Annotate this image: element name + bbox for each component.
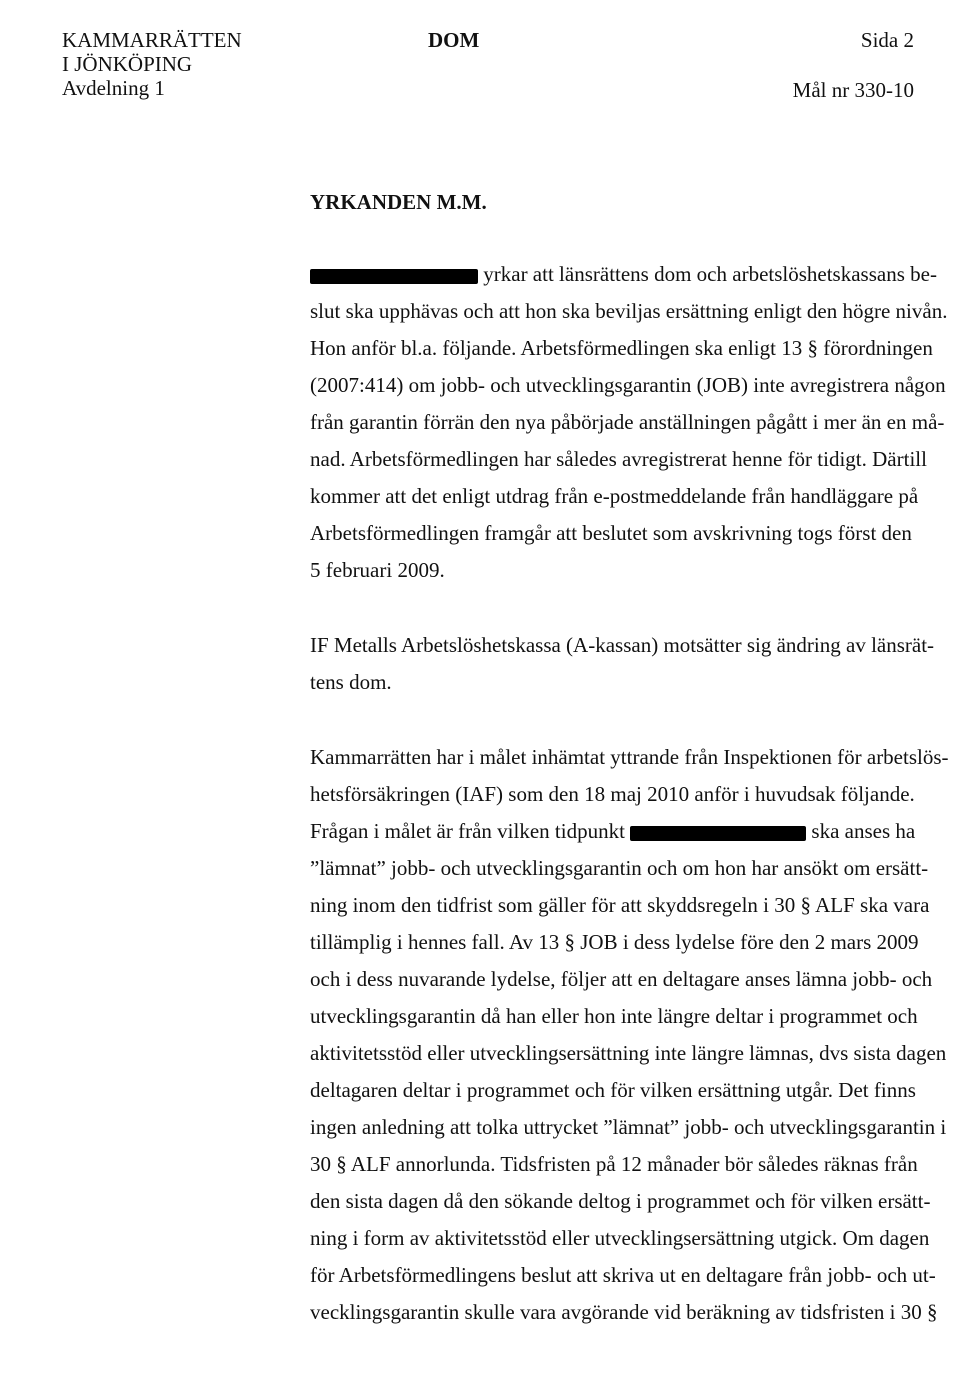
court-name-block bbox=[62, 28, 242, 100]
redaction-bar bbox=[310, 269, 478, 284]
court-name: KAMMARRÄTTEN bbox=[62, 28, 242, 52]
paragraph-line: (2007:414) om jobb- och utvecklingsgarantin (JOB) inte avregistrera någon bbox=[310, 373, 946, 397]
paragraph-line: Frågan i målet är från vilken tidpunkt ska anses ha bbox=[310, 819, 916, 843]
paragraph-line: tens dom. bbox=[310, 670, 392, 694]
paragraph-line: och i dess nuvarande lydelse, följer att en deltagare anses lämna jobb- och bbox=[310, 967, 933, 991]
paragraph-line: tillämplig i hennes fall. Av 13 § JOB i dess lydelse före den 2 mars 2009 bbox=[310, 930, 919, 954]
paragraph-line: ning i form av aktivitetsstöd eller utvecklingsersättning utgick. Om dagen bbox=[310, 1226, 930, 1250]
paragraph-line: Arbetsförmedlingen framgår att beslutet som avskrivning togs först den bbox=[310, 521, 912, 545]
paragraph-line: hetsförsäkringen (IAF) som den 18 maj 2010 anför i huvudsak följande. bbox=[310, 782, 915, 806]
page-number: Sida 2 bbox=[860, 28, 914, 52]
paragraph-line: från garantin förrän den nya påbörjade anställningen pågått i mer än en må- bbox=[310, 410, 945, 434]
paragraph-line: yrkar att länsrättens dom och arbetslöshetskassans be- bbox=[310, 262, 937, 287]
paragraph-line: IF Metalls Arbetslöshetskassa (A-kassan) motsätter sig ändring av länsrät- bbox=[310, 633, 935, 657]
paragraph-line: för Arbetsförmedlingens beslut att skriva ut en deltagare från jobb- och ut- bbox=[310, 1263, 936, 1287]
paragraph-line: kommer att det enligt utdrag från e-postmeddelande från handläggare på bbox=[310, 484, 919, 508]
section-heading: YRKANDEN M.M. bbox=[310, 190, 487, 214]
paragraph-line: utvecklingsgarantin då han eller hon inte längre deltar i programmet och bbox=[310, 1004, 918, 1028]
court-location: I JÖNKÖPING bbox=[62, 52, 193, 76]
paragraph-line: aktivitetsstöd eller utvecklingsersättning inte längre lämnas, dvs sista dagen bbox=[310, 1041, 947, 1065]
court-division: Avdelning 1 bbox=[62, 76, 165, 100]
paragraph-line: deltagaren deltar i programmet och för vilken ersättning utgår. Det finns bbox=[310, 1078, 916, 1102]
paragraph-line: ”lämnat” jobb- och utvecklingsgarantin och om hon har ansökt om ersätt- bbox=[310, 856, 929, 880]
paragraph-line: ning inom den tidfrist som gäller för att skyddsregeln i 30 § ALF ska vara bbox=[310, 893, 930, 917]
paragraph-line: nad. Arbetsförmedlingen har således avregistrerat henne för tidigt. Därtill bbox=[310, 447, 927, 471]
paragraph-line: 5 februari 2009. bbox=[310, 558, 445, 582]
paragraph-line: 30 § ALF annorlunda. Tidsfristen på 12 månader bör således räknas från bbox=[310, 1152, 918, 1176]
paragraph-line: Hon anför bl.a. följande. Arbetsförmedlingen ska enligt 13 § förordningen bbox=[310, 336, 933, 360]
document-type: DOM bbox=[428, 28, 480, 52]
paragraph-line: vecklingsgarantin skulle vara avgörande vid beräkning av tidsfristen i 30 § bbox=[310, 1300, 938, 1324]
paragraph-line: slut ska upphävas och att hon ska beviljas ersättning enligt den högre nivån. bbox=[310, 299, 948, 323]
redaction-bar bbox=[630, 826, 806, 841]
paragraph-line: Kammarrätten har i målet inhämtat yttrande från Inspektionen för arbetslös- bbox=[310, 745, 949, 769]
paragraph-line: den sista dagen då den sökande deltog i programmet och för vilken ersätt- bbox=[310, 1189, 931, 1213]
paragraph-line: ingen anledning att tolka uttrycket ”lämnat” jobb- och utvecklingsgarantin i bbox=[310, 1115, 947, 1139]
case-number: Mål nr 330-10 bbox=[792, 78, 914, 102]
